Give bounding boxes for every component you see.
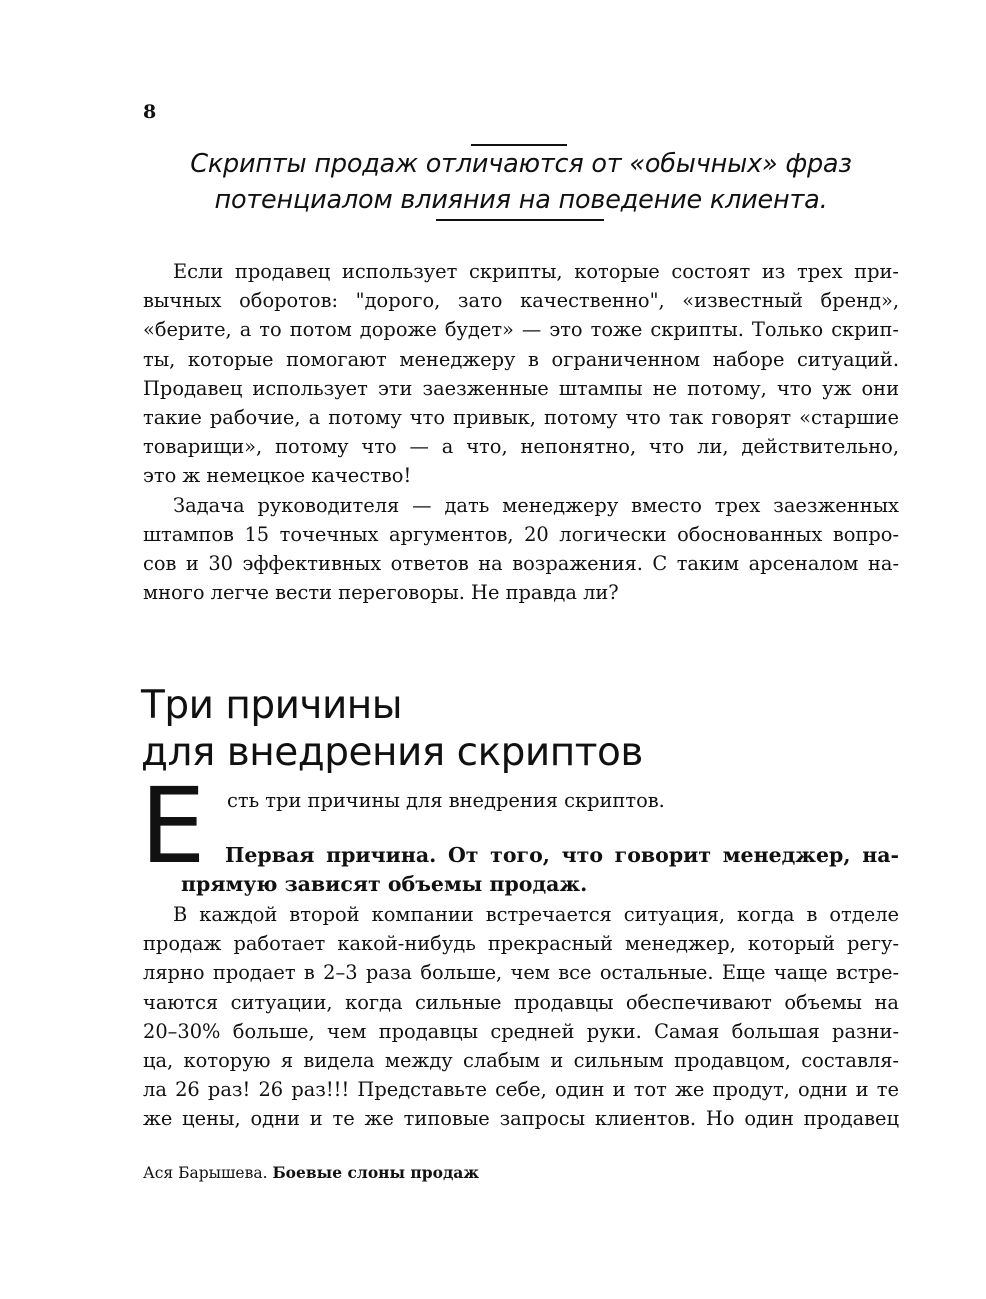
text-line: это ж немецкое качество! bbox=[143, 464, 412, 488]
text-line: ла 26 раз! 26 раз!!! Представьте себе, один и тот же продут, одни и те bbox=[143, 1078, 899, 1102]
pull-quote-line: Скрипты продаж отличаются от «обычных» фраз bbox=[190, 149, 852, 179]
footer-author: Ася Барышева. bbox=[143, 1164, 268, 1182]
text-line: продаж работает какой-нибудь прекрасный менеджер, который регу- bbox=[143, 932, 899, 956]
text-line: вычных оборотов: "дорого, зато качественно", «известный бренд», bbox=[143, 289, 899, 313]
bold-lead-line: прямую зависят объемы продаж. bbox=[181, 872, 588, 896]
bold-lead-line: Первая причина. От того, что говорит менеджер, на- bbox=[225, 843, 899, 867]
text-line: сов и 30 эффективных ответов на возражения. С таким арсеналом на- bbox=[143, 552, 899, 576]
text-line: много легче вести переговоры. Не правда ли? bbox=[143, 581, 619, 605]
paragraph-scripts-intro bbox=[143, 257, 899, 607]
text-line: лярно продает в 2–3 раза больше, чем все остальные. Еще чаще встре- bbox=[143, 961, 899, 985]
page-number: 8 bbox=[143, 101, 157, 123]
text-line: штампов 15 точечных аргументов, 20 логически обоснованных вопро- bbox=[143, 522, 899, 546]
pull-quote-bottom-rule bbox=[436, 219, 604, 221]
text-line: 20–30% больше, чем продавцы средней руки. Самая большая разни- bbox=[143, 1019, 899, 1043]
text-line: Продавец использует эти заезженные штампы не потому, что уж они bbox=[143, 376, 899, 400]
section-intro-text: сть три причины для внедрения скриптов. bbox=[227, 789, 665, 812]
text-line: такие рабочие, а потому что привык, потому что так говорят «старшие bbox=[143, 406, 899, 430]
first-reason-lead bbox=[181, 841, 899, 899]
text-line: ца, которую я видела между слабым и сильным продавцом, составля- bbox=[143, 1049, 899, 1073]
pull-quote-line: потенциалом влияния на поведение клиента. bbox=[214, 185, 828, 215]
footer-book-title: Боевые слоны продаж bbox=[272, 1163, 479, 1182]
pull-quote bbox=[143, 146, 899, 218]
text-line: товарищи», потому что — а что, непонятно, что ли, действительно, bbox=[143, 435, 899, 459]
text-line: же цены, одни и те же типовые запросы клиентов. Но один продавец bbox=[143, 1107, 899, 1131]
drop-cap: Е bbox=[140, 765, 204, 887]
text-line: В каждой второй компании встречается ситуация, когда в отделе bbox=[173, 903, 899, 926]
text-line: «берите, а то потом дороже будет» — это тоже скрипты. Только скрип- bbox=[143, 318, 899, 342]
section-heading-line: Три причины bbox=[141, 683, 403, 729]
text-line: ты, которые помогают менеджеру в ограниченном наборе ситуаций. bbox=[143, 347, 899, 371]
section-heading-line: для внедрения скриптов bbox=[141, 730, 643, 776]
section-heading bbox=[141, 682, 643, 776]
paragraph-first-reason bbox=[143, 900, 899, 1134]
text-line: чаются ситуации, когда сильные продавцы обеспечивают объемы на bbox=[143, 990, 899, 1014]
running-footer bbox=[143, 1163, 479, 1183]
text-line: Если продавец использует скрипты, которые состоят из трех при- bbox=[173, 260, 899, 283]
text-line: Задача руководителя — дать менеджеру вместо трех заезженных bbox=[173, 493, 899, 517]
